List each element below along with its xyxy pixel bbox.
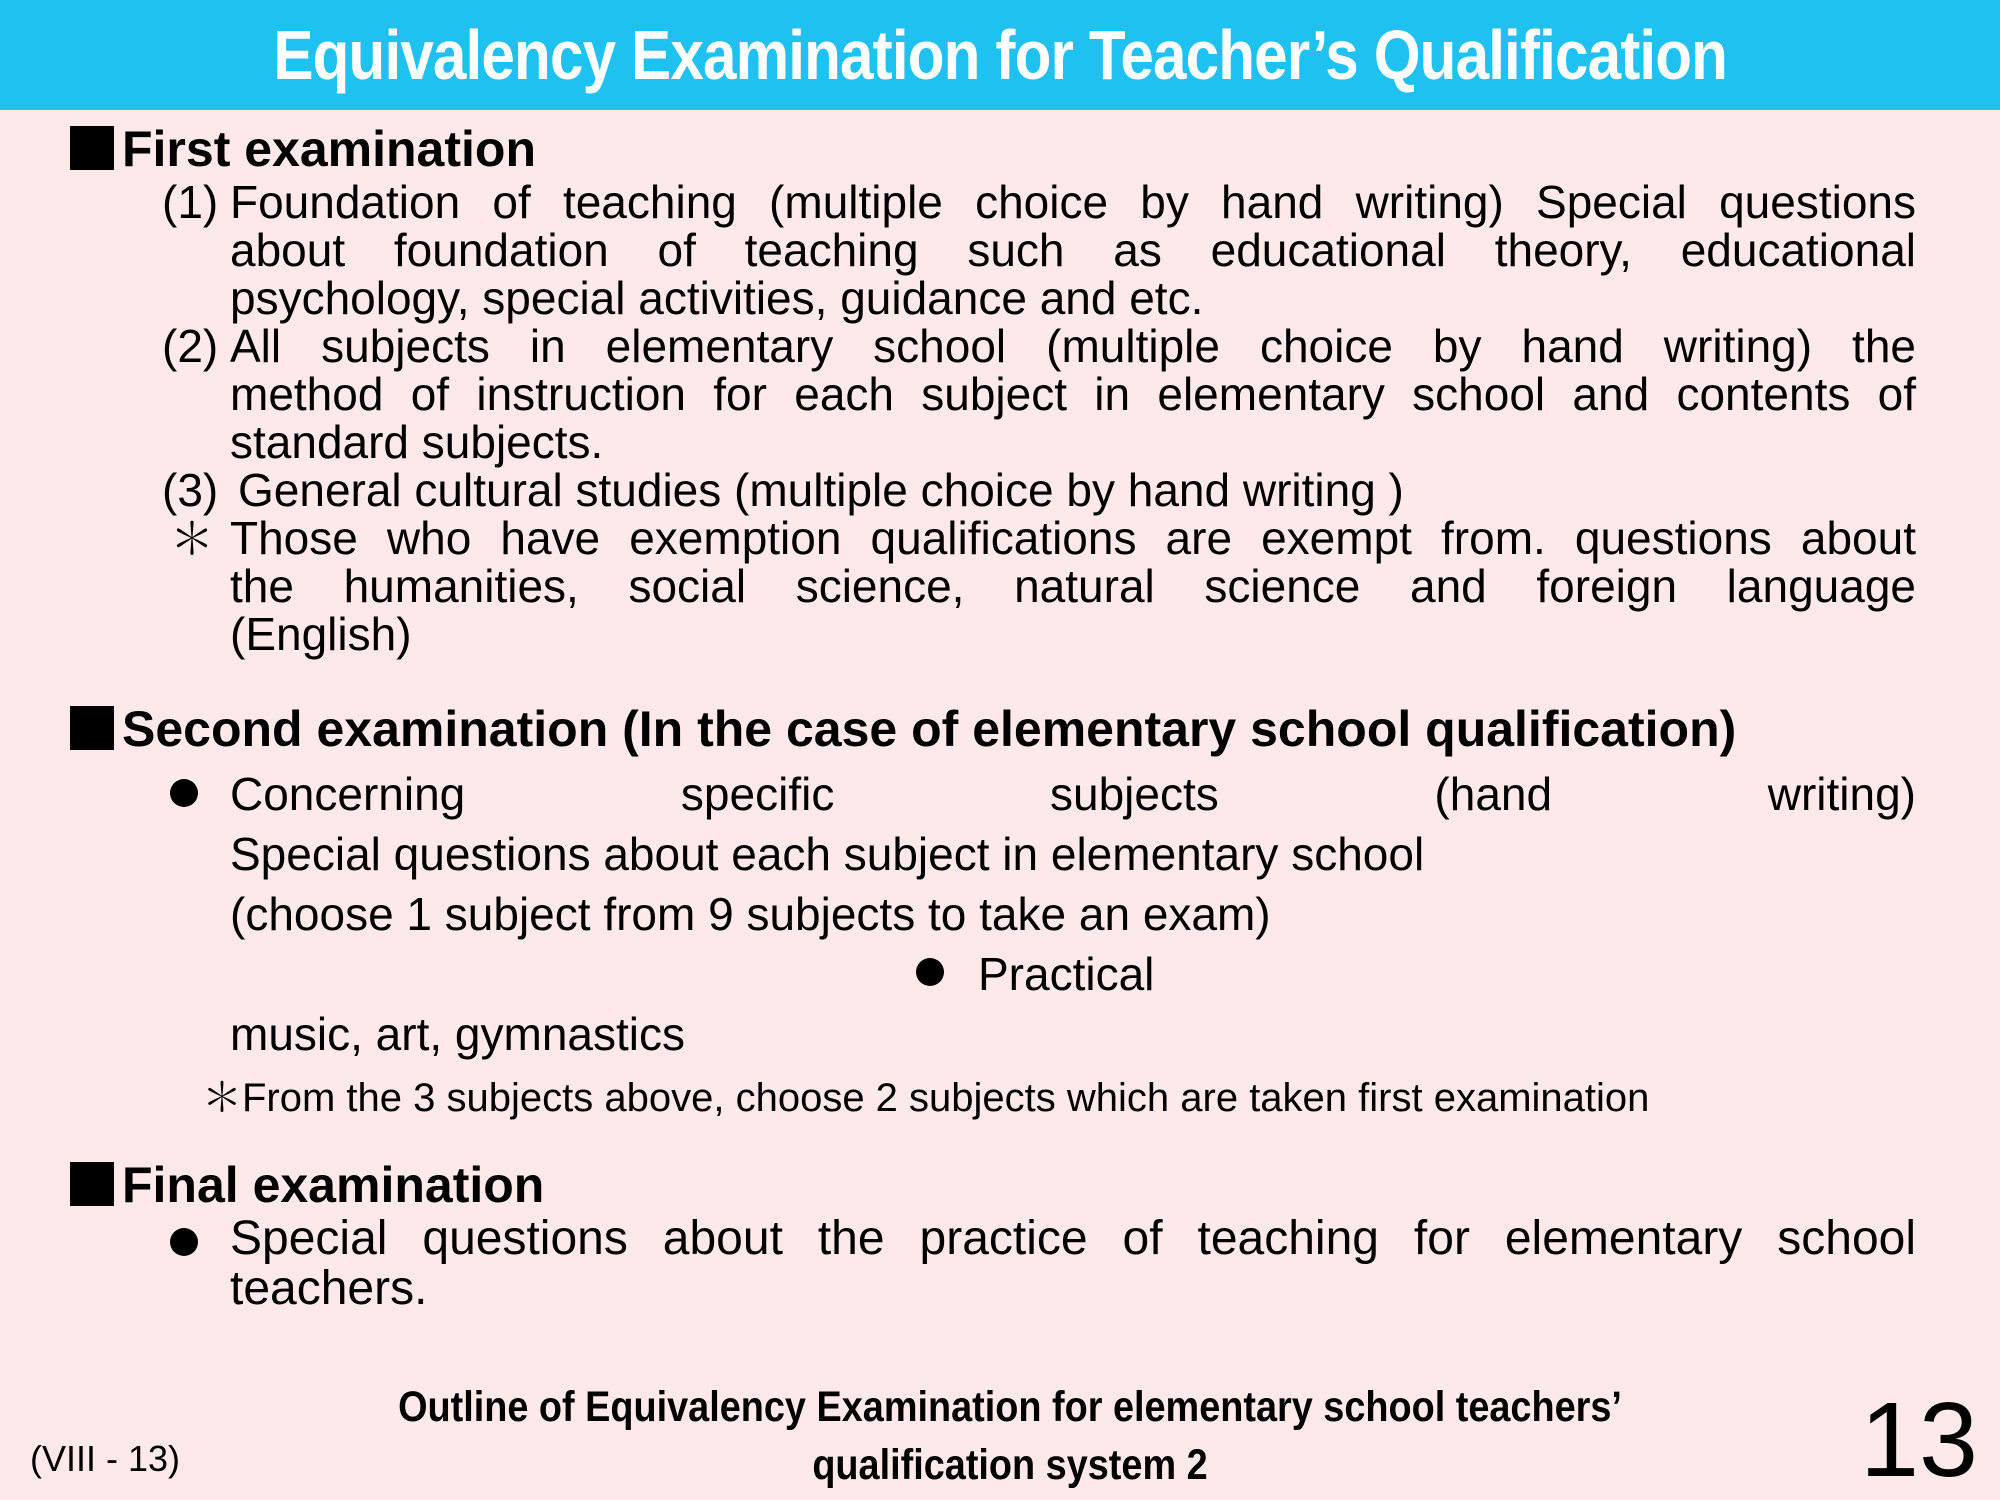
- note-line: the humanities, social science, natural science and foreign language: [230, 560, 1916, 612]
- page-title: Equivalency Examination for Teacher’s Qualification: [273, 16, 1727, 94]
- footer-title-line: Outline of Equivalency Examination for elementary school teachers’: [398, 1383, 1622, 1431]
- final-exam-heading: [70, 1156, 544, 1214]
- item-text: General cultural studies (multiple choice by hand writing ): [238, 464, 1404, 516]
- note-line: Those who have exemption qualifications are exempt from. questions about: [230, 512, 1916, 564]
- item-line: about foundation of teaching such as educational theory, educational: [230, 224, 1916, 276]
- square-bullet-icon: [70, 1162, 114, 1206]
- item-text: [230, 322, 1916, 466]
- bullet-line: Special questions about the practice of teaching for elementary school: [230, 1212, 1916, 1265]
- bullet-line: Concerning specific subjects (hand writing): [230, 768, 1916, 820]
- page-number: 13: [1860, 1381, 1978, 1499]
- first-exam-heading: [70, 120, 536, 178]
- second-exam-heading-text: Second examination (In the case of elementary school qualification): [122, 701, 1737, 757]
- item-number: (1): [162, 176, 219, 228]
- item-line: psychology, special activities, guidance and etc.: [230, 272, 1204, 324]
- final-exam-bullet: [230, 1214, 1916, 1314]
- footer-title-line: qualification system 2: [812, 1441, 1208, 1489]
- item-text: [230, 178, 1916, 322]
- slide-code: (VIII - 13): [30, 1438, 181, 1479]
- final-exam-heading-text: Final examination: [122, 1157, 545, 1213]
- second-bullet-1-line3: (choose 1 subject from 9 subjects to take an exam): [230, 888, 1271, 940]
- bullet-icon: [170, 779, 198, 807]
- title-banner: [0, 0, 2000, 110]
- item-number: (3): [162, 464, 219, 516]
- second-bullet-2-label: Practical: [978, 948, 1155, 1000]
- square-bullet-icon: [70, 126, 114, 170]
- item-line: Foundation of teaching (multiple choice by hand writing) Special questions: [230, 176, 1916, 228]
- second-bullet-2-detail: music, art, gymnastics: [230, 1008, 685, 1060]
- bullet-line: teachers.: [230, 1262, 428, 1315]
- footer-title: [341, 1378, 1679, 1494]
- item-line: All subjects in elementary school (multiple choice by hand writing) the: [230, 320, 1916, 372]
- first-exam-heading-text: First examination: [122, 121, 536, 177]
- note-text: [230, 514, 1916, 658]
- bullet-icon: [170, 1228, 198, 1256]
- asterisk-icon: ＊: [170, 515, 214, 564]
- second-bullet-1-line1: [230, 764, 1916, 824]
- square-bullet-icon: [70, 706, 114, 750]
- item-number: (2): [162, 320, 219, 372]
- item-line: standard subjects.: [230, 416, 604, 468]
- bullet-icon: [916, 958, 944, 986]
- second-exam-note: ＊From the 3 subjects above, choose 2 subjects which are taken first examination: [202, 1076, 1650, 1120]
- note-line: (English): [230, 608, 412, 660]
- second-bullet-1-line2: Special questions about each subject in elementary school: [230, 828, 1425, 880]
- item-line: method of instruction for each subject in elementary school and contents of: [230, 368, 1916, 420]
- second-exam-heading: [70, 700, 1736, 758]
